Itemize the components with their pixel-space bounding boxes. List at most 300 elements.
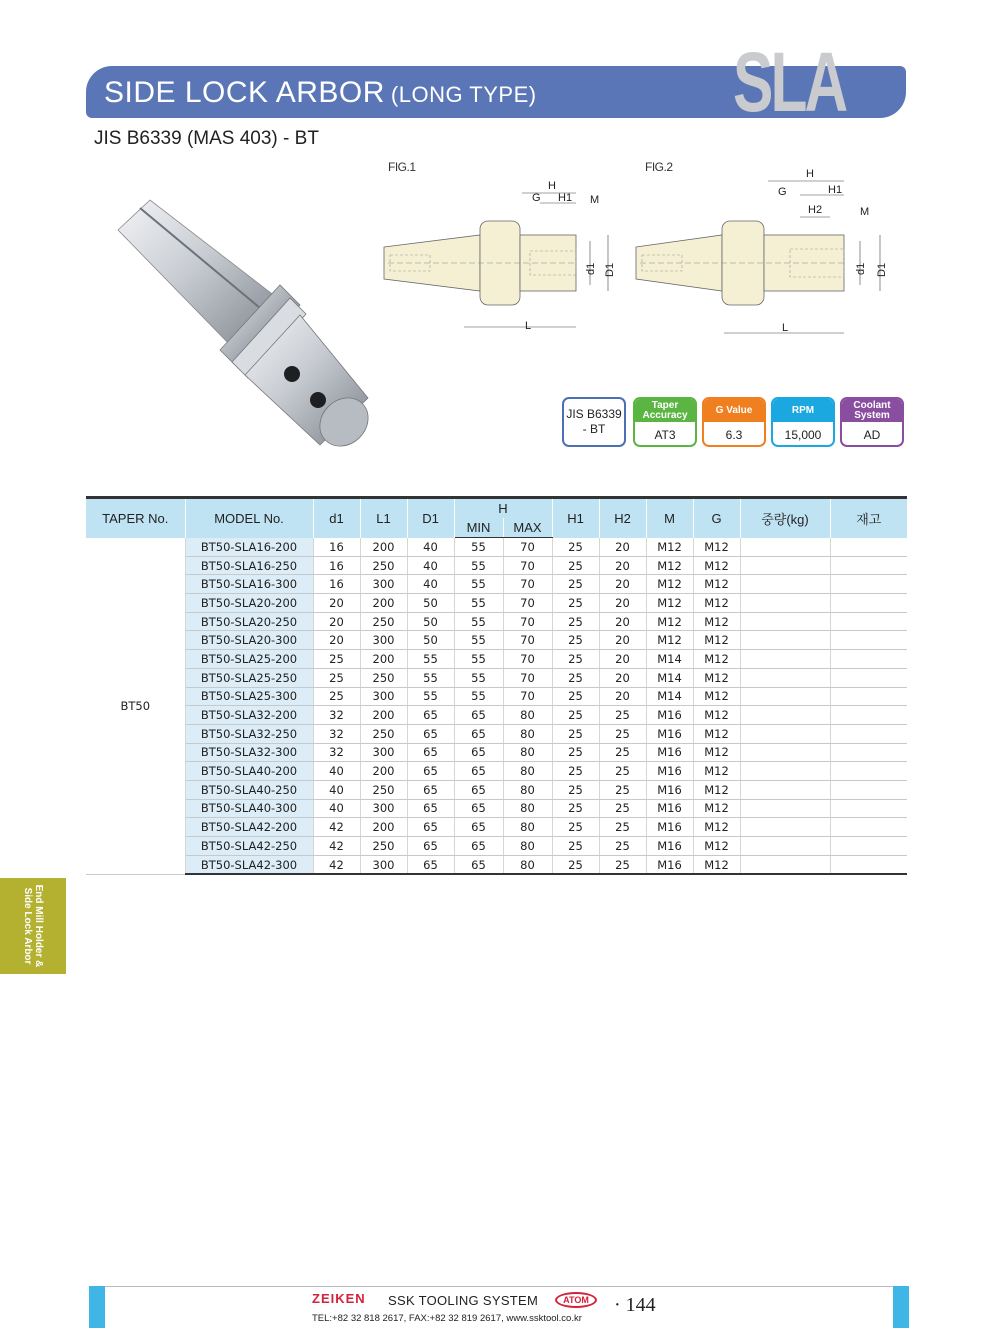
table-row	[86, 837, 907, 856]
spec-value: 15,000	[784, 427, 822, 442]
cell-H-max: 70	[503, 594, 552, 613]
cell-M: M16	[646, 799, 693, 818]
cell-weight	[740, 780, 830, 799]
cell-H2: 25	[599, 799, 646, 818]
page-title	[104, 74, 537, 114]
side-tab-line1: End Mill Holder &	[33, 884, 44, 968]
cell-H2: 25	[599, 724, 646, 743]
cell-H-min: 55	[454, 631, 503, 650]
cell-M: M16	[646, 706, 693, 725]
cell-d1: 40	[313, 762, 360, 781]
cell-H-max: 80	[503, 855, 552, 874]
cell-d1: 20	[313, 594, 360, 613]
fig2-dim-H1: H1	[828, 184, 843, 196]
cell-model: BT50-SLA32-250	[185, 724, 313, 743]
spec-value: 6.3	[725, 427, 743, 442]
cell-H-min: 55	[454, 594, 503, 613]
cell-H2: 25	[599, 855, 646, 874]
cell-H-min: 65	[454, 706, 503, 725]
footer-left-accent	[89, 1286, 105, 1328]
cell-M: M14	[646, 687, 693, 706]
cell-H2: 25	[599, 837, 646, 856]
spec-taper-accuracy	[633, 397, 697, 447]
fig1-dim-H: H	[548, 180, 556, 192]
cell-M: M12	[646, 556, 693, 575]
footer-brand-logo: ZEIKEN	[312, 1291, 366, 1306]
cell-weight	[740, 762, 830, 781]
cell-model: BT50-SLA25-200	[185, 650, 313, 669]
cell-H1: 25	[552, 650, 599, 669]
cell-stock	[830, 818, 907, 837]
fig2-drawing	[636, 168, 888, 334]
footer-contact: TEL:+82 32 818 2617, FAX:+82 32 819 2617, www.ssktool.co.kr	[312, 1313, 582, 1324]
table-row	[86, 594, 907, 613]
cell-H1: 25	[552, 818, 599, 837]
cell-G: M12	[693, 762, 740, 781]
cell-stock	[830, 706, 907, 725]
cell-H-min: 65	[454, 762, 503, 781]
cell-H2: 20	[599, 668, 646, 687]
cell-stock	[830, 780, 907, 799]
cell-L1: 300	[360, 799, 407, 818]
cell-L1: 300	[360, 743, 407, 762]
spec-label: Taper Accuracy	[635, 399, 695, 422]
cell-D1: 55	[407, 668, 454, 687]
cell-H2: 25	[599, 706, 646, 725]
cell-H2: 20	[599, 650, 646, 669]
cell-stock	[830, 837, 907, 856]
cell-D1: 40	[407, 538, 454, 557]
cell-d1: 16	[313, 556, 360, 575]
cell-D1: 40	[407, 556, 454, 575]
cell-weight	[740, 706, 830, 725]
table-row	[86, 762, 907, 781]
fig1-dim-G: G	[532, 192, 541, 204]
cell-M: M12	[646, 594, 693, 613]
cell-d1: 20	[313, 612, 360, 631]
cell-M: M16	[646, 818, 693, 837]
cell-H1: 25	[552, 799, 599, 818]
standard-label: JIS B6339 (MAS 403) - BT	[94, 128, 319, 149]
title-main: SIDE LOCK ARBOR	[104, 76, 385, 109]
cell-d1: 32	[313, 724, 360, 743]
cell-L1: 250	[360, 837, 407, 856]
col-D1: D1	[407, 498, 454, 538]
cell-H-min: 65	[454, 780, 503, 799]
cell-weight	[740, 837, 830, 856]
cell-D1: 65	[407, 799, 454, 818]
cell-H1: 25	[552, 762, 599, 781]
cell-stock	[830, 687, 907, 706]
spec-label: G Value	[704, 399, 764, 422]
fig1-dim-M: M	[590, 194, 600, 206]
cell-L1: 250	[360, 556, 407, 575]
cell-model: BT50-SLA20-200	[185, 594, 313, 613]
table-row	[86, 743, 907, 762]
cell-M: M16	[646, 724, 693, 743]
cell-H-max: 80	[503, 762, 552, 781]
spec-label: RPM	[773, 399, 833, 422]
cell-H-max: 70	[503, 631, 552, 650]
cell-H-max: 70	[503, 556, 552, 575]
cell-H2: 20	[599, 631, 646, 650]
cell-model: BT50-SLA42-300	[185, 855, 313, 874]
cell-L1: 300	[360, 855, 407, 874]
cell-weight	[740, 575, 830, 594]
cell-model: BT50-SLA42-200	[185, 818, 313, 837]
fig1-dim-L: L	[525, 320, 532, 332]
technical-drawings	[380, 165, 900, 345]
cell-D1: 65	[407, 762, 454, 781]
cell-H-max: 70	[503, 538, 552, 557]
cell-L1: 300	[360, 687, 407, 706]
fig2-dim-M: M	[860, 206, 870, 218]
cell-model: BT50-SLA16-300	[185, 575, 313, 594]
cell-L1: 200	[360, 706, 407, 725]
cell-weight	[740, 631, 830, 650]
cell-H2: 25	[599, 818, 646, 837]
cell-d1: 42	[313, 818, 360, 837]
table-row	[86, 818, 907, 837]
side-tab-line2: Side Lock Arbor	[22, 887, 33, 965]
col-stock: 재고	[830, 498, 907, 538]
cell-H-min: 65	[454, 724, 503, 743]
fig1-dim-d1: d1	[585, 262, 597, 275]
spec-standard-line2: - BT	[582, 422, 606, 436]
side-tab-label	[22, 878, 44, 974]
cell-stock	[830, 556, 907, 575]
table-row	[86, 780, 907, 799]
cell-d1: 20	[313, 631, 360, 650]
product-photo	[110, 190, 380, 460]
cell-M: M14	[646, 668, 693, 687]
product-code: SLA	[733, 35, 846, 129]
cell-H-max: 70	[503, 650, 552, 669]
table-body	[86, 538, 907, 875]
cell-stock	[830, 762, 907, 781]
cell-weight	[740, 538, 830, 557]
cell-G: M12	[693, 650, 740, 669]
cell-G: M12	[693, 594, 740, 613]
cell-model: BT50-SLA40-200	[185, 762, 313, 781]
fig2-dim-D1: D1	[876, 262, 888, 277]
cell-weight	[740, 743, 830, 762]
cell-weight	[740, 687, 830, 706]
cell-L1: 300	[360, 631, 407, 650]
cell-M: M16	[646, 780, 693, 799]
cell-H2: 25	[599, 780, 646, 799]
cell-d1: 16	[313, 575, 360, 594]
cell-H2: 20	[599, 556, 646, 575]
col-weight: 중량(kg)	[740, 498, 830, 538]
spec-standard-line1: JIS B6339	[566, 407, 622, 421]
cell-H-min: 55	[454, 612, 503, 631]
cell-D1: 65	[407, 706, 454, 725]
cell-stock	[830, 612, 907, 631]
cell-H-max: 80	[503, 837, 552, 856]
col-H-max: MAX	[503, 518, 552, 538]
cell-d1: 40	[313, 799, 360, 818]
fig2-label: FIG.2	[645, 160, 673, 174]
col-taper: TAPER No.	[86, 498, 185, 538]
cell-M: M16	[646, 837, 693, 856]
footer-divider	[89, 1286, 909, 1287]
cell-model: BT50-SLA16-200	[185, 538, 313, 557]
title-subtitle: (LONG TYPE)	[390, 82, 537, 107]
cell-stock	[830, 855, 907, 874]
cell-H-min: 65	[454, 837, 503, 856]
cell-L1: 200	[360, 650, 407, 669]
table-row	[86, 855, 907, 874]
page-number: · 144	[614, 1294, 656, 1316]
cell-M: M12	[646, 538, 693, 557]
cell-H-min: 55	[454, 556, 503, 575]
cell-H-min: 55	[454, 650, 503, 669]
cell-H2: 25	[599, 743, 646, 762]
col-M: M	[646, 498, 693, 538]
spec-value: AD	[863, 427, 881, 442]
cell-D1: 65	[407, 837, 454, 856]
cell-H1: 25	[552, 612, 599, 631]
cell-L1: 250	[360, 780, 407, 799]
cell-stock	[830, 724, 907, 743]
fig1-dim-D1: D1	[604, 262, 616, 277]
cell-H-min: 65	[454, 799, 503, 818]
fig1-label: FIG.1	[388, 160, 416, 174]
cell-G: M12	[693, 799, 740, 818]
spec-coolant-system	[840, 397, 904, 447]
table-row	[86, 556, 907, 575]
cell-H-min: 65	[454, 855, 503, 874]
cell-L1: 250	[360, 724, 407, 743]
cell-D1: 55	[407, 650, 454, 669]
spec-rpm	[771, 397, 835, 447]
cell-weight	[740, 612, 830, 631]
cell-H-min: 55	[454, 538, 503, 557]
cell-H2: 20	[599, 538, 646, 557]
cell-d1: 32	[313, 743, 360, 762]
cell-model: BT50-SLA20-300	[185, 631, 313, 650]
table-row	[86, 575, 907, 594]
fig1-drawing	[384, 180, 616, 332]
col-H2: H2	[599, 498, 646, 538]
cell-stock	[830, 650, 907, 669]
cell-H1: 25	[552, 780, 599, 799]
cell-H-max: 80	[503, 799, 552, 818]
cell-G: M12	[693, 780, 740, 799]
fig2-dim-L: L	[782, 322, 789, 334]
cell-M: M16	[646, 762, 693, 781]
cell-G: M12	[693, 687, 740, 706]
cell-d1: 25	[313, 668, 360, 687]
cell-weight	[740, 668, 830, 687]
cell-D1: 65	[407, 855, 454, 874]
footer-right-accent	[893, 1286, 909, 1328]
cell-d1: 16	[313, 538, 360, 557]
cell-H2: 20	[599, 575, 646, 594]
cell-H1: 25	[552, 687, 599, 706]
cell-H1: 25	[552, 706, 599, 725]
cell-d1: 32	[313, 706, 360, 725]
cell-G: M12	[693, 556, 740, 575]
cell-weight	[740, 556, 830, 575]
cell-M: M16	[646, 855, 693, 874]
cell-L1: 200	[360, 762, 407, 781]
cell-G: M12	[693, 743, 740, 762]
cell-G: M12	[693, 668, 740, 687]
cell-H-max: 80	[503, 743, 552, 762]
cell-M: M12	[646, 612, 693, 631]
table-row	[86, 724, 907, 743]
cell-H1: 25	[552, 724, 599, 743]
cell-stock	[830, 799, 907, 818]
spec-table	[86, 496, 907, 875]
cell-D1: 50	[407, 612, 454, 631]
col-model: MODEL No.	[185, 498, 313, 538]
col-H: H	[454, 498, 552, 519]
cell-D1: 50	[407, 631, 454, 650]
cell-M: M12	[646, 631, 693, 650]
cell-weight	[740, 650, 830, 669]
cell-H-max: 70	[503, 612, 552, 631]
table-row	[86, 687, 907, 706]
cell-stock	[830, 538, 907, 557]
cell-stock	[830, 631, 907, 650]
cell-H-max: 80	[503, 818, 552, 837]
cell-H-max: 70	[503, 575, 552, 594]
cell-G: M12	[693, 575, 740, 594]
cell-G: M12	[693, 818, 740, 837]
cell-H1: 25	[552, 855, 599, 874]
cell-G: M12	[693, 706, 740, 725]
table-row	[86, 668, 907, 687]
cell-G: M12	[693, 538, 740, 557]
cell-H2: 20	[599, 687, 646, 706]
cell-model: BT50-SLA32-200	[185, 706, 313, 725]
cell-H-min: 65	[454, 743, 503, 762]
cell-D1: 40	[407, 575, 454, 594]
cell-H2: 20	[599, 594, 646, 613]
cell-D1: 65	[407, 780, 454, 799]
cell-taper: BT50	[86, 538, 185, 875]
cell-L1: 200	[360, 818, 407, 837]
cell-weight	[740, 724, 830, 743]
cell-model: BT50-SLA25-300	[185, 687, 313, 706]
table-row	[86, 650, 907, 669]
cell-d1: 25	[313, 687, 360, 706]
cell-L1: 300	[360, 575, 407, 594]
cell-L1: 200	[360, 594, 407, 613]
cell-H1: 25	[552, 594, 599, 613]
cell-L1: 200	[360, 538, 407, 557]
cell-D1: 50	[407, 594, 454, 613]
cell-model: BT50-SLA40-250	[185, 780, 313, 799]
footer-atom-logo: ATOM	[555, 1292, 597, 1308]
cell-H1: 25	[552, 668, 599, 687]
spec-label: Coolant System	[842, 399, 902, 422]
col-H-min: MIN	[454, 518, 503, 538]
cell-M: M14	[646, 650, 693, 669]
table-row	[86, 631, 907, 650]
cell-d1: 42	[313, 855, 360, 874]
cell-H1: 25	[552, 538, 599, 557]
cell-D1: 55	[407, 687, 454, 706]
cell-D1: 65	[407, 743, 454, 762]
cell-model: BT50-SLA20-250	[185, 612, 313, 631]
cell-H-max: 80	[503, 724, 552, 743]
cell-L1: 250	[360, 612, 407, 631]
spec-g-value	[702, 397, 766, 447]
cell-D1: 65	[407, 818, 454, 837]
fig2-dim-G: G	[778, 186, 787, 198]
col-H1: H1	[552, 498, 599, 538]
col-d1: d1	[313, 498, 360, 538]
cell-d1: 40	[313, 780, 360, 799]
table-row	[86, 799, 907, 818]
col-L1: L1	[360, 498, 407, 538]
cell-H-max: 80	[503, 780, 552, 799]
table-row	[86, 706, 907, 725]
table-row	[86, 538, 907, 557]
spec-value: AT3	[654, 427, 676, 442]
table-header-row	[86, 498, 907, 519]
cell-M: M16	[646, 743, 693, 762]
clamp-screw-icon	[284, 366, 300, 382]
cell-H1: 25	[552, 837, 599, 856]
fig2-dim-H: H	[806, 168, 814, 180]
cell-H1: 25	[552, 556, 599, 575]
cell-G: M12	[693, 612, 740, 631]
clamp-screw-icon	[310, 392, 326, 408]
cell-model: BT50-SLA42-250	[185, 837, 313, 856]
cell-H-max: 70	[503, 687, 552, 706]
cell-model: BT50-SLA40-300	[185, 799, 313, 818]
cell-stock	[830, 668, 907, 687]
cell-d1: 25	[313, 650, 360, 669]
cell-H1: 25	[552, 575, 599, 594]
cell-weight	[740, 799, 830, 818]
cell-H1: 25	[552, 631, 599, 650]
col-G: G	[693, 498, 740, 538]
cell-L1: 250	[360, 668, 407, 687]
table-row	[86, 612, 907, 631]
cell-H2: 20	[599, 612, 646, 631]
cell-G: M12	[693, 855, 740, 874]
cell-G: M12	[693, 837, 740, 856]
cell-G: M12	[693, 631, 740, 650]
cell-stock	[830, 575, 907, 594]
cell-H-min: 55	[454, 575, 503, 594]
cell-M: M12	[646, 575, 693, 594]
cell-stock	[830, 594, 907, 613]
cell-H2: 25	[599, 762, 646, 781]
cell-H-max: 80	[503, 706, 552, 725]
cell-stock	[830, 743, 907, 762]
cell-weight	[740, 818, 830, 837]
cell-H-min: 65	[454, 818, 503, 837]
spec-standard-badge	[562, 397, 626, 447]
cell-model: BT50-SLA32-300	[185, 743, 313, 762]
cell-model: BT50-SLA25-250	[185, 668, 313, 687]
cell-H-min: 55	[454, 687, 503, 706]
cell-d1: 42	[313, 837, 360, 856]
fig2-dim-H2: H2	[808, 204, 823, 216]
cell-G: M12	[693, 724, 740, 743]
cell-D1: 65	[407, 724, 454, 743]
fig2-dim-d1: d1	[855, 262, 867, 275]
cell-H-max: 70	[503, 668, 552, 687]
footer-company: SSK TOOLING SYSTEM	[388, 1293, 539, 1308]
